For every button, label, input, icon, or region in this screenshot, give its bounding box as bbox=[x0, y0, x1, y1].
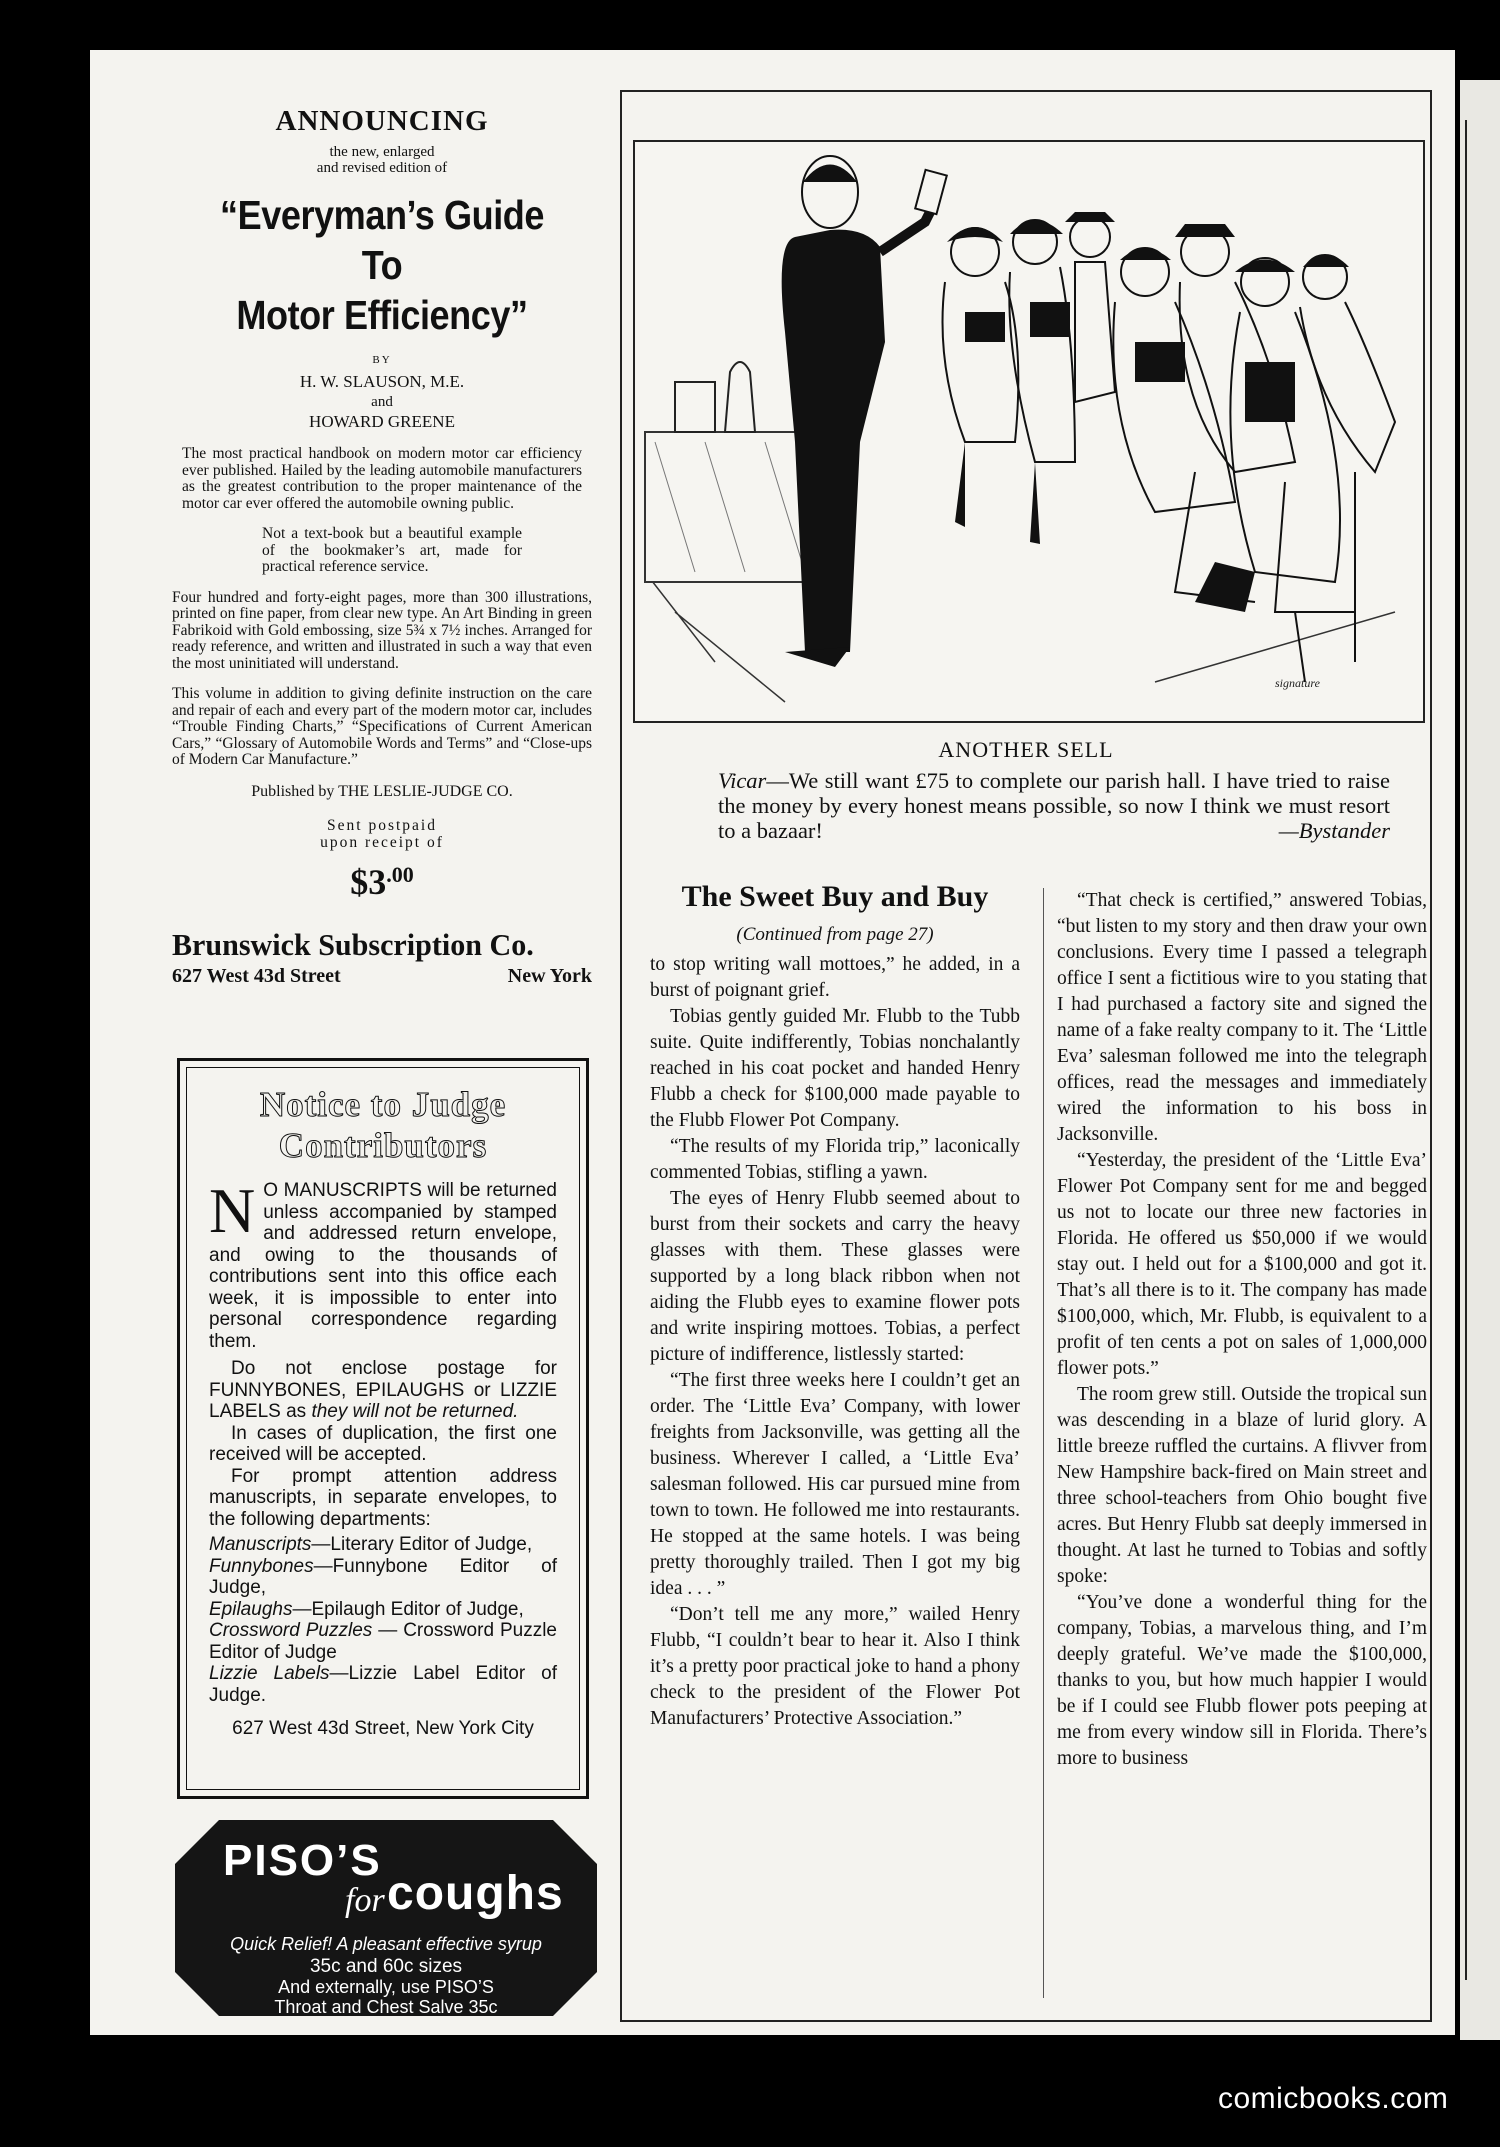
story-paragraph: “Yesterday, the president of the ‘Little Eva’ Flower Pot Company sent for me and begged us not to locate our three new factories in Florida. He offered us $50,000 if we would stay out. I held out for a $100,000 and got it. That’s all there is to it. The company has made $100,000, which, Mr. Flubb, is equivalent to a profit of ten cents a pot on sales of 1,000,000 flower pots.” bbox=[1057, 1150, 1427, 1379]
ad-paragraph-3: Four hundred and forty-eight pages, more than 300 illustrations, printed on fine paper, from clear new type. An Art Binding in green Fabrikoid with Gold embossing, size 5¾ x 7½ inches. Arranged for ready reference, and written and illustrated in such a way that even the most uninitiated will understand. bbox=[172, 588, 592, 672]
story-paragraph: The eyes of Henry Flubb seemed about to burst from their sockets and carry the heavy glasses with them. These glasses were supported by a long black ribbon when not aiding the Flubb eyes to examine flower pots and write inspiring mottoes. Tobias, a perfect picture of indifference, listlessly started: bbox=[650, 1188, 1020, 1365]
ad-heading: ANNOUNCING bbox=[275, 105, 489, 137]
publisher-line: Published by THE LESLIE-JUDGE CO. bbox=[251, 782, 513, 800]
piso-line-1: Quick Relief! A pleasant effective syrup bbox=[230, 1934, 542, 1954]
notice-paragraph-3: In cases of duplication, the first one received will be accepted. bbox=[209, 1422, 557, 1465]
story-paragraph: “Don’t tell me any more,” wailed Henry Flubb, “I couldn’t bear to hear it. Also I think it’s a pretty poor practical joke to hand a phony check to the president of the Flower Pot Manufacturers’ Protective Association.” bbox=[650, 1604, 1020, 1729]
story-column-1 bbox=[650, 880, 1020, 1732]
department-entry: Funnybones—Funnybone Editor of Judge, bbox=[209, 1555, 557, 1598]
department-entry: Manuscripts—Literary Editor of Judge, bbox=[209, 1534, 533, 1555]
vicar-and-ladies-drawing bbox=[635, 142, 1423, 721]
notice-box bbox=[177, 1058, 589, 1799]
story-column-2 bbox=[1057, 888, 1427, 1772]
piso-for: for bbox=[345, 1882, 385, 1919]
company-address: 627 West 43d Street New York bbox=[172, 964, 592, 987]
column-divider bbox=[1043, 888, 1044, 1998]
story-paragraph: “The results of my Florida trip,” laconically commented Tobias, stifling a yawn. bbox=[650, 1136, 1020, 1183]
ad-paragraph-1: The most practical handbook on modern motor car efficiency ever published. Hailed by the leading automobile manufacturers as the greatest contribution to the proper maintenance of the motor car ever offered the automobile owning public. bbox=[182, 445, 582, 512]
drop-cap: N bbox=[209, 1175, 256, 1246]
cartoon-title: ANOTHER SELL bbox=[938, 737, 1114, 762]
author-and: and bbox=[371, 394, 393, 410]
ad-paragraph-4: This volume in addition to giving definite instruction on the care and repair of each and every part of the modern motor car, includes “Trouble Finding Charts,” “Specifications of Current American Cars,” “Glossary of Automobile Words and Terms” and “Close-ups of Modern Car Manufacture.” bbox=[172, 685, 592, 768]
company-name: Brunswick Subscription Co. bbox=[172, 926, 534, 962]
book-advertisement bbox=[172, 95, 592, 988]
story-paragraph: “The first three weeks here I couldn’t get an order. The ‘Little Eva’ Company, with lower freights from Jacksonville, was getting all the business. Wherever I called, a ‘Little Eva’ salesman followed. His car pursued mine from town to town. He followed me into restaurants. He stopped at the same hotels. I was being pretty thoroughly trailed. Then I got my big idea . . . ” bbox=[650, 1370, 1020, 1599]
pisos-advertisement bbox=[175, 1820, 597, 2016]
piso-line-3: And externally, use PISO’S bbox=[278, 1977, 494, 1997]
story-paragraph: to stop writing wall mottoes,” he added, in a burst of poignant grief. bbox=[650, 954, 1020, 1001]
piso-line-2: 35c and 60c sizes bbox=[309, 1956, 463, 1977]
book-price: $\$3^{.00}$ bbox=[350, 861, 414, 902]
sent-postpaid: Sent postpaid upon receipt of bbox=[320, 816, 444, 851]
notice-paragraph-2: Do not enclose postage for FUNNYBONES, EPILAUGHS or LIZZIE LABELS as they will not be returned. bbox=[209, 1358, 557, 1422]
story-paragraph: Tobias gently guided Mr. Flubb to the Tubb suite. Quite indifferently, Tobias nonchalantly reached in his coat pocket and handed Henry Flubb a check for $100,000 made payable to the Flubb Flower Pot Company. bbox=[650, 1006, 1020, 1131]
story-paragraph: “You’ve done a wonderful thing for the company, Tobias, a marvelous thing, and I’m deeply grateful. We’ve made the $100,000, thanks to you, but how much happier I would be if I could see Flubb flower pots peeping at me from every window sill in Florida. There’s more to business bbox=[1057, 1592, 1427, 1769]
ad-paragraph-2: Not a text-book but a beautiful example of the bookmaker’s art, made for practical reference service. bbox=[262, 525, 522, 575]
author-1: H. W. SLAUSON, M.E. bbox=[299, 372, 465, 391]
story-paragraph: “That check is certified,” answered Tobias, “but listen to my story and then draw your own conclusions. Every time I passed a telegraph office I sent a fictitious wire to you stating that I had purchased a factory site and signed the name of a fake realty company to it. The ‘Little Eva’ salesman followed me into the telegraph offices, read the messages and immediately wired the information to his boss in Jacksonville. bbox=[1057, 890, 1427, 1145]
book-title: “Everyman’s Guide To Motor Efficiency” bbox=[219, 192, 545, 338]
piso-line-4: Throat and Chest Salve 35c bbox=[274, 1997, 498, 2017]
department-entry: Lizzie Labels—Lizzie Label Editor of Judge. bbox=[209, 1663, 558, 1706]
story-continued-note: (Continued from page 27) bbox=[736, 924, 934, 945]
caption-speaker: Vicar bbox=[718, 768, 767, 793]
adjacent-page-edge bbox=[1460, 80, 1500, 2040]
story-title: The Sweet Buy and Buy bbox=[681, 880, 989, 913]
caption-credit: —Bystander bbox=[1278, 818, 1390, 843]
cartoon-caption bbox=[718, 768, 1390, 843]
caption-quote: —We still want £75 to complete our parish hall. I have tried to raise the money by every honest means possible, so now I think we must resort to a bazaar! bbox=[718, 768, 1390, 843]
byline-label: BY bbox=[372, 354, 392, 366]
site-watermark: comicbooks.com bbox=[1218, 2082, 1449, 2115]
notice-paragraph-1: N O MANUSCRIPTS will be returned unless accompanied by stamped and addressed return envelope, and owing to the thousands of contributions sent into this office each week, it is impossible to enter into personal correspondence regarding them. bbox=[209, 1175, 557, 1352]
notice-title: Notice to Judge Contributors bbox=[259, 1085, 507, 1165]
story-paragraph: The room grew still. Outside the tropical sun was descending in a blaze of lurid glory. A little breeze ruffled the curtains. A flivver from New Hampshire back-fired on Main street and three school-teachers from Ohio bought five acres. But Henry Flubb sat deeply immersed in thought. At last he turned to Tobias and softly spoke: bbox=[1057, 1384, 1427, 1587]
ad-subhead: the new, enlarged and revised edition of bbox=[316, 144, 448, 176]
department-entry: Epilaughs—Epilaugh Editor of Judge, bbox=[209, 1598, 524, 1620]
piso-brand: PISO’S bbox=[223, 1836, 382, 1885]
notice-address: 627 West 43d Street, New York City bbox=[232, 1718, 534, 1739]
department-list bbox=[209, 1534, 557, 1706]
department-entry: Crossword Puzzles — Crossword Puzzle Editor of Judge bbox=[209, 1620, 557, 1663]
piso-coughs: coughs bbox=[387, 1867, 564, 1920]
svg-text:signature: signature bbox=[1275, 676, 1320, 690]
cartoon-illustration bbox=[633, 140, 1425, 723]
notice-paragraph-4: For prompt attention address manuscripts, in separate envelopes, to the following departments: bbox=[209, 1465, 557, 1530]
author-2: HOWARD GREENE bbox=[309, 412, 455, 431]
